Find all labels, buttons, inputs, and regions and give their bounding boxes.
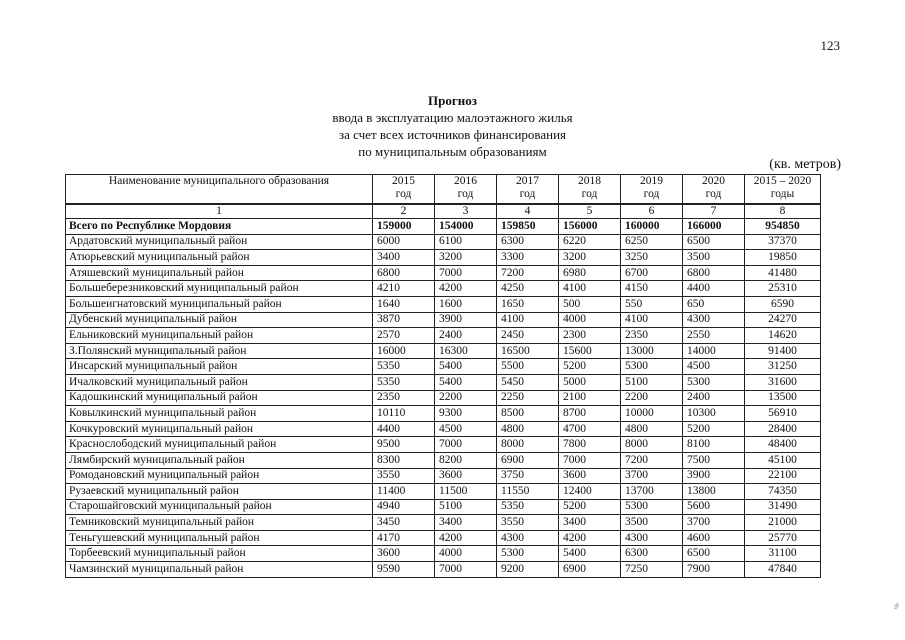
value-cell: 9590 (373, 562, 435, 578)
value-cell: 19850 (745, 250, 821, 266)
value-cell: 3250 (621, 250, 683, 266)
value-cell: 5300 (497, 546, 559, 562)
value-cell: 3200 (435, 250, 497, 266)
value-cell: 48400 (745, 437, 821, 453)
value-cell: 45100 (745, 452, 821, 468)
value-cell: 3500 (683, 250, 745, 266)
table-row (66, 546, 821, 562)
total-row (66, 219, 821, 235)
value-cell: 4150 (621, 281, 683, 297)
value-cell: 4800 (621, 421, 683, 437)
value-cell: 3600 (373, 546, 435, 562)
table-row (66, 250, 821, 266)
value-cell: 3870 (373, 312, 435, 328)
value-cell: 8300 (373, 452, 435, 468)
value-cell: 6900 (559, 562, 621, 578)
value-cell: 3550 (373, 468, 435, 484)
value-cell: 2200 (435, 390, 497, 406)
value-cell: 5400 (435, 359, 497, 375)
value-cell: 8100 (683, 437, 745, 453)
table-row (66, 328, 821, 344)
value-cell: 25770 (745, 530, 821, 546)
value-cell: 6900 (497, 452, 559, 468)
header-row (66, 175, 821, 205)
value-cell: 3400 (373, 250, 435, 266)
value-cell: 8500 (497, 406, 559, 422)
district-name-cell: Инсарский муниципальный район (66, 359, 373, 375)
value-cell: 3900 (683, 468, 745, 484)
value-cell: 16500 (497, 343, 559, 359)
value-cell: 41480 (745, 265, 821, 281)
value-cell: 8000 (497, 437, 559, 453)
value-cell: 7500 (683, 452, 745, 468)
district-name-cell: Большеигнатовский муниципальный район (66, 296, 373, 312)
total-value-cell: 159000 (373, 219, 435, 235)
value-cell: 3450 (373, 515, 435, 531)
value-cell: 9300 (435, 406, 497, 422)
value-cell: 6590 (745, 296, 821, 312)
value-cell: 4100 (559, 281, 621, 297)
value-cell: 91400 (745, 343, 821, 359)
value-cell: 4500 (435, 421, 497, 437)
column-number-cell: 5 (559, 204, 621, 219)
value-cell: 6300 (621, 546, 683, 562)
value-cell: 10000 (621, 406, 683, 422)
header-year-6 (745, 175, 821, 205)
header-year-top: 2017 (516, 175, 539, 187)
value-cell: 4500 (683, 359, 745, 375)
value-cell: 1650 (497, 296, 559, 312)
document-subtitle-line: ввода в эксплуатацию малоэтажного жилья (332, 110, 573, 125)
value-cell: 31600 (745, 374, 821, 390)
value-cell: 7900 (683, 562, 745, 578)
column-number-cell: 2 (373, 204, 435, 219)
value-cell: 6500 (683, 546, 745, 562)
district-name-cell: Кочкуровский муниципальный район (66, 421, 373, 437)
value-cell: 13500 (745, 390, 821, 406)
document-heading (0, 92, 905, 160)
table-row (66, 452, 821, 468)
value-cell: 31100 (745, 546, 821, 562)
district-name-cell: Рузаевский муниципальный район (66, 484, 373, 500)
header-year-top: 2016 (454, 175, 477, 187)
header-year-bottom: год (457, 188, 474, 200)
value-cell: 5450 (497, 374, 559, 390)
forecast-table (65, 174, 821, 578)
header-year-top: 2015 (392, 175, 415, 187)
document-subtitle-line: по муниципальным образованиям (358, 144, 547, 159)
value-cell: 4210 (373, 281, 435, 297)
header-year-0 (373, 175, 435, 205)
value-cell: 4800 (497, 421, 559, 437)
value-cell: 4100 (621, 312, 683, 328)
header-year-bottom: год (581, 188, 598, 200)
value-cell: 3600 (435, 468, 497, 484)
value-cell: 4170 (373, 530, 435, 546)
value-cell: 4250 (497, 281, 559, 297)
value-cell: 5300 (621, 359, 683, 375)
value-cell: 2400 (435, 328, 497, 344)
value-cell: 6980 (559, 265, 621, 281)
value-cell: 6500 (683, 234, 745, 250)
value-cell: 4300 (497, 530, 559, 546)
district-name-cell: Старошайговский муниципальный район (66, 499, 373, 515)
total-value-cell: 156000 (559, 219, 621, 235)
district-name-cell: Темниковский муниципальный район (66, 515, 373, 531)
value-cell: 4400 (373, 421, 435, 437)
value-cell: 6220 (559, 234, 621, 250)
total-value-cell: 954850 (745, 219, 821, 235)
table-row (66, 406, 821, 422)
value-cell: 6300 (497, 234, 559, 250)
district-name-cell: Ардатовский муниципальный район (66, 234, 373, 250)
total-value-cell: 160000 (621, 219, 683, 235)
column-number-row (66, 204, 821, 219)
value-cell: 7200 (621, 452, 683, 468)
value-cell: 7800 (559, 437, 621, 453)
value-cell: 7000 (435, 265, 497, 281)
value-cell: 4300 (621, 530, 683, 546)
value-cell: 7250 (621, 562, 683, 578)
value-cell: 13700 (621, 484, 683, 500)
district-name-cell: Ковылкинский муниципальный район (66, 406, 373, 422)
value-cell: 4940 (373, 499, 435, 515)
value-cell: 6800 (683, 265, 745, 281)
district-name-cell: З.Полянский муниципальный район (66, 343, 373, 359)
header-year-5 (683, 175, 745, 205)
value-cell: 2350 (373, 390, 435, 406)
value-cell: 1640 (373, 296, 435, 312)
value-cell: 2300 (559, 328, 621, 344)
value-cell: 5500 (497, 359, 559, 375)
value-cell: 2550 (683, 328, 745, 344)
header-year-bottom: годы (770, 188, 795, 200)
table-row (66, 234, 821, 250)
header-year-bottom: год (519, 188, 536, 200)
table-row (66, 390, 821, 406)
value-cell: 3750 (497, 468, 559, 484)
value-cell: 8700 (559, 406, 621, 422)
value-cell: 5400 (435, 374, 497, 390)
column-number-cell: 8 (745, 204, 821, 219)
value-cell: 31250 (745, 359, 821, 375)
value-cell: 9500 (373, 437, 435, 453)
value-cell: 5300 (621, 499, 683, 515)
value-cell: 4200 (559, 530, 621, 546)
value-cell: 4300 (683, 312, 745, 328)
header-year-bottom: год (395, 188, 412, 200)
value-cell: 10300 (683, 406, 745, 422)
value-cell: 5600 (683, 499, 745, 515)
value-cell: 74350 (745, 484, 821, 500)
district-name-cell: Дубенский муниципальный район (66, 312, 373, 328)
district-name-cell: Большеберезниковский муниципальный район (66, 281, 373, 297)
value-cell: 28400 (745, 421, 821, 437)
value-cell: 13000 (621, 343, 683, 359)
total-value-cell: 159850 (497, 219, 559, 235)
unit-note: (кв. метров) (769, 157, 841, 172)
header-year-2 (497, 175, 559, 205)
value-cell: 1600 (435, 296, 497, 312)
district-name-cell: Ельниковский муниципальный район (66, 328, 373, 344)
page-number: 123 (820, 38, 840, 53)
value-cell: 7200 (497, 265, 559, 281)
value-cell: 16000 (373, 343, 435, 359)
value-cell: 5200 (559, 359, 621, 375)
column-number-cell: 7 (683, 204, 745, 219)
value-cell: 11550 (497, 484, 559, 500)
value-cell: 13800 (683, 484, 745, 500)
value-cell: 550 (621, 296, 683, 312)
value-cell: 6250 (621, 234, 683, 250)
header-year-3 (559, 175, 621, 205)
value-cell: 6100 (435, 234, 497, 250)
value-cell: 7000 (559, 452, 621, 468)
value-cell: 3500 (621, 515, 683, 531)
district-name-cell: Торбеевский муниципальный район (66, 546, 373, 562)
table-row (66, 281, 821, 297)
value-cell: 2200 (621, 390, 683, 406)
table-row (66, 374, 821, 390)
header-year-1 (435, 175, 497, 205)
value-cell: 22100 (745, 468, 821, 484)
value-cell: 4100 (497, 312, 559, 328)
table-row (66, 343, 821, 359)
value-cell: 2350 (621, 328, 683, 344)
district-name-cell: Атяшевский муниципальный район (66, 265, 373, 281)
table-row (66, 530, 821, 546)
value-cell: 8000 (621, 437, 683, 453)
header-year-top: 2018 (578, 175, 601, 187)
value-cell: 4000 (435, 546, 497, 562)
header-name: Наименование муниципального образования (66, 175, 373, 205)
value-cell: 4400 (683, 281, 745, 297)
value-cell: 3200 (559, 250, 621, 266)
value-cell: 10110 (373, 406, 435, 422)
table-row (66, 421, 821, 437)
value-cell: 500 (559, 296, 621, 312)
value-cell: 3400 (559, 515, 621, 531)
value-cell: 14620 (745, 328, 821, 344)
value-cell: 11400 (373, 484, 435, 500)
value-cell: 3600 (559, 468, 621, 484)
header-year-bottom: год (705, 188, 722, 200)
value-cell: 3700 (683, 515, 745, 531)
value-cell: 37370 (745, 234, 821, 250)
value-cell: 7000 (435, 437, 497, 453)
value-cell: 2450 (497, 328, 559, 344)
value-cell: 24270 (745, 312, 821, 328)
value-cell: 8200 (435, 452, 497, 468)
value-cell: 14000 (683, 343, 745, 359)
column-number-cell: 1 (66, 204, 373, 219)
district-name-cell: Чамзинский муниципальный район (66, 562, 373, 578)
table-row (66, 296, 821, 312)
value-cell: 4600 (683, 530, 745, 546)
total-row-name: Всего по Республике Мордовия (66, 219, 373, 235)
table-row (66, 312, 821, 328)
district-name-cell: Ромодановский муниципальный район (66, 468, 373, 484)
document-title: Прогноз (428, 93, 477, 108)
value-cell: 15600 (559, 343, 621, 359)
value-cell: 4200 (435, 281, 497, 297)
value-cell: 3900 (435, 312, 497, 328)
value-cell: 4000 (559, 312, 621, 328)
value-cell: 4200 (435, 530, 497, 546)
table-row (66, 468, 821, 484)
total-value-cell: 166000 (683, 219, 745, 235)
header-year-top: 2019 (640, 175, 663, 187)
column-number-cell: 3 (435, 204, 497, 219)
district-name-cell: Теньгушевский муниципальный район (66, 530, 373, 546)
value-cell: 5300 (683, 374, 745, 390)
value-cell: 650 (683, 296, 745, 312)
value-cell: 9200 (497, 562, 559, 578)
column-number-cell: 6 (621, 204, 683, 219)
value-cell: 3550 (497, 515, 559, 531)
value-cell: 5400 (559, 546, 621, 562)
value-cell: 2570 (373, 328, 435, 344)
district-name-cell: Краснослободский муниципальный район (66, 437, 373, 453)
value-cell: 6700 (621, 265, 683, 281)
value-cell: 12400 (559, 484, 621, 500)
value-cell: 6800 (373, 265, 435, 281)
district-name-cell: Кадошкинский муниципальный район (66, 390, 373, 406)
table-row (66, 484, 821, 500)
value-cell: 25310 (745, 281, 821, 297)
value-cell: 3300 (497, 250, 559, 266)
value-cell: 4700 (559, 421, 621, 437)
value-cell: 5100 (621, 374, 683, 390)
value-cell: 31490 (745, 499, 821, 515)
value-cell: 3400 (435, 515, 497, 531)
header-year-top: 2015 – 2020 (753, 175, 812, 187)
district-name-cell: Лямбирский муниципальный район (66, 452, 373, 468)
value-cell: 7000 (435, 562, 497, 578)
district-name-cell: Атюрьевский муниципальный район (66, 250, 373, 266)
value-cell: 56910 (745, 406, 821, 422)
table-row (66, 515, 821, 531)
value-cell: 5200 (683, 421, 745, 437)
value-cell: 5350 (373, 374, 435, 390)
header-year-top: 2020 (702, 175, 725, 187)
value-cell: 11500 (435, 484, 497, 500)
column-number-cell: 4 (497, 204, 559, 219)
value-cell: 5100 (435, 499, 497, 515)
value-cell: 5000 (559, 374, 621, 390)
table-row (66, 437, 821, 453)
scan-mark: % (892, 603, 901, 609)
value-cell: 3700 (621, 468, 683, 484)
table-row (66, 359, 821, 375)
table-row (66, 562, 821, 578)
value-cell: 5350 (373, 359, 435, 375)
header-year-4 (621, 175, 683, 205)
value-cell: 5200 (559, 499, 621, 515)
value-cell: 21000 (745, 515, 821, 531)
total-value-cell: 154000 (435, 219, 497, 235)
value-cell: 2400 (683, 390, 745, 406)
value-cell: 6000 (373, 234, 435, 250)
value-cell: 5350 (497, 499, 559, 515)
value-cell: 2250 (497, 390, 559, 406)
value-cell: 2100 (559, 390, 621, 406)
table-row (66, 499, 821, 515)
value-cell: 47840 (745, 562, 821, 578)
value-cell: 16300 (435, 343, 497, 359)
district-name-cell: Ичалковский муниципальный район (66, 374, 373, 390)
header-year-bottom: год (643, 188, 660, 200)
table-row (66, 265, 821, 281)
document-subtitle-line: за счет всех источников финансирования (338, 127, 567, 142)
